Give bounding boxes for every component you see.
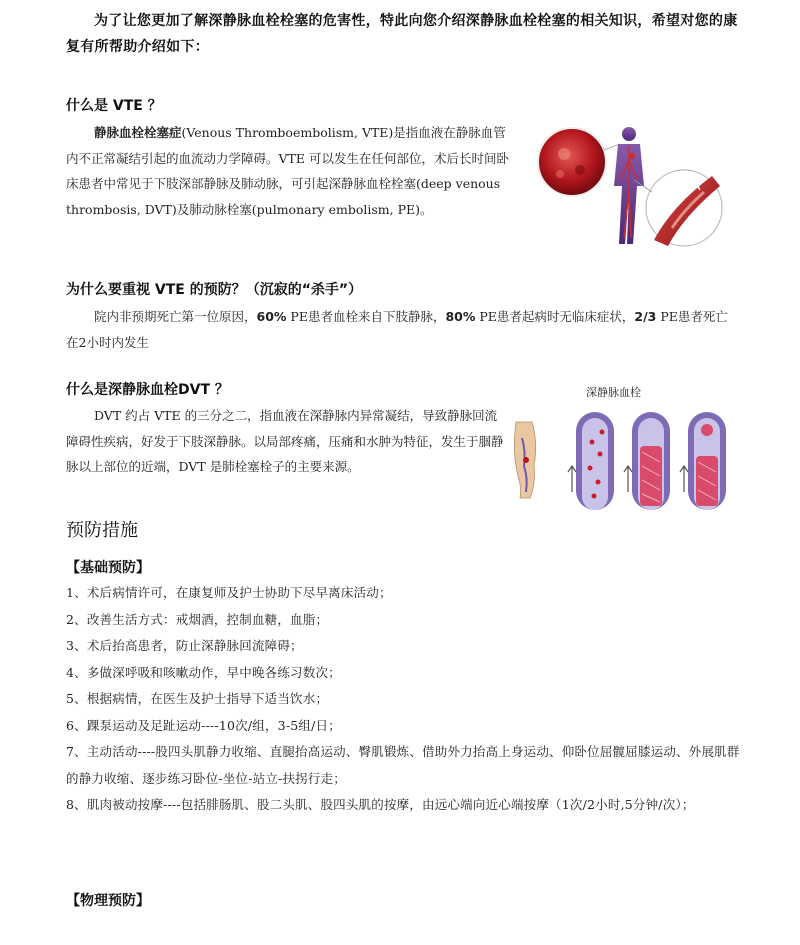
list-item: 7、主动活动----股四头肌静力收缩、直腿抬高运动、臀肌锻炼、借助外力抬高上身运动、仰卧位屈髋屈膝运动、外展肌群的静力收缩、逐步练习卧位-坐位-站立-扶拐行走； — [66, 744, 740, 786]
list-item: 3、术后抬高患者，防止深静脉回流障碍； — [66, 638, 303, 653]
intro-paragraph: 为了让您更加了解深静脉血栓栓塞的危害性，特此向您介绍深静脉血栓栓塞的相关知识，希望对您的康复有所帮助介绍如下： — [66, 13, 738, 55]
why-text-4: PE患者死亡在2小时内发生 — [66, 309, 728, 350]
why-text-2: PE患者血栓来自下肢静脉， — [286, 309, 446, 324]
vte-body: (Venous Thromboembolism, VTE)是指血液在静脉血管内不正常凝结引起的血流动力学障碍。VTE 可以发生在任何部位，术后长时间卧床患者中常见于下肢深部静脉及肺动脉，可引起深静脉血栓栓塞(deep venous thrombosis, DVT)及肺动脉栓塞(pulmonary embolism, PE)。 — [66, 125, 509, 217]
physical-prevention-title: 【物理预防】 — [66, 893, 150, 909]
list-item: 2、改善生活方式：戒烟酒，控制血糖，血脂； — [66, 611, 329, 627]
vte-illustration — [534, 120, 724, 248]
list-item: 5、根据病情，在医生及护士指导下适当饮水； — [66, 691, 329, 706]
why-stat-1: 60% — [256, 309, 287, 324]
list-item: 1、术后病情许可，在康复师及护士协助下尽早离床活动； — [66, 585, 392, 600]
heading-why-prevention: 为什么要重视 VTE 的预防？（沉寂的“杀手”） — [66, 282, 363, 298]
basic-prevention-title: 【基础预防】 — [66, 560, 150, 576]
heading-what-is-dvt: 什么是深静脉血栓DVT ？ — [66, 382, 229, 398]
basic-prevention-list — [66, 580, 742, 819]
why-text-1: 院内非预期死亡第一位原因， — [94, 309, 257, 324]
list-item: 8、肌肉被动按摩----包括腓肠肌、股二头肌、股四头肌的按摩，由远心端向近心端按摩（1次/2小时,5分钟/次）； — [66, 797, 695, 812]
why-stat-3: 2/3 — [634, 309, 657, 324]
list-item: 4、多做深呼吸和咳嗽动作，早中晚各练习数次； — [66, 664, 341, 680]
dvt-body: DVT 约占 VTE 的三分之二，指血液在深静脉内异常凝结，导致静脉回流障碍性疾病，好发于下肢深静脉。以局部疼痛，压痛和水肿为特征，发生于腘静脉以上部位的近端，DVT 是肺栓塞栓子的主要来源。 — [66, 408, 504, 474]
vessel-normal — [576, 412, 614, 510]
section-title-prevention: 预防措施 — [66, 520, 138, 541]
why-stat-2: 80% — [445, 309, 476, 324]
vte-term: 静脉血栓栓塞症 — [94, 125, 182, 140]
dvt-illustration — [506, 382, 740, 514]
vessel-embolus — [688, 412, 726, 510]
why-text-3: PE患者起病时无临床症状， — [475, 309, 635, 324]
why-prevention-paragraph — [66, 304, 736, 355]
list-item: 6、踝泵运动及足趾运动----10次/组，3-5组/日； — [66, 717, 341, 733]
heading-what-is-vte: 什么是 VTE ？ — [66, 98, 162, 114]
dvt-figure-title: 深静脉血栓 — [586, 386, 641, 399]
vte-paragraph — [66, 120, 516, 222]
dvt-paragraph — [66, 403, 504, 480]
vessel-thrombus — [632, 412, 670, 510]
